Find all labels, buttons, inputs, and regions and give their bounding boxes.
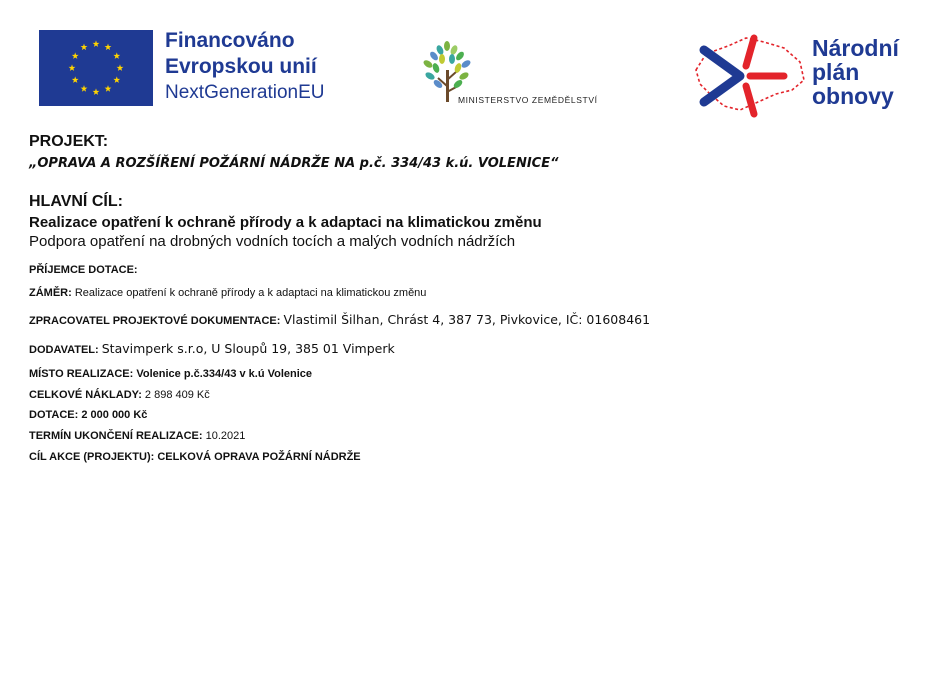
eu-star-icon bbox=[72, 76, 79, 83]
supplier-row bbox=[29, 341, 395, 356]
subsidy-label: DOTACE: bbox=[29, 409, 79, 421]
eu-star-icon bbox=[81, 44, 88, 51]
npo-line-1: Národní bbox=[812, 35, 899, 61]
project-name: „OPRAVA A ROZŠÍŘENÍ POŽÁRNÍ NÁDRŽE NA p.č. 334/43 k.ú. VOLENICE“ bbox=[29, 156, 559, 171]
npo-line-3: obnovy bbox=[812, 83, 894, 109]
author-row bbox=[29, 312, 650, 327]
eu-funding-text bbox=[165, 28, 324, 106]
subsidy-value: 2 000 000 Kč bbox=[81, 409, 148, 421]
logo-header bbox=[0, 0, 945, 130]
place-label: MÍSTO REALIZACE: bbox=[29, 368, 134, 380]
eu-star-icon bbox=[69, 64, 76, 71]
eu-star-icon bbox=[105, 85, 112, 92]
goal-heading: HLAVNÍ CÍL: bbox=[29, 193, 123, 210]
author-label: ZPRACOVATEL PROJEKTOVÉ DOKUMENTACE: bbox=[29, 315, 281, 327]
aim-row bbox=[29, 451, 361, 463]
place-row bbox=[29, 368, 312, 380]
eu-flag-icon bbox=[39, 30, 153, 106]
intent-row bbox=[29, 287, 426, 299]
intent-value: Realizace opatření k ochraně přírody a k adaptaci na klimatickou změnu bbox=[74, 287, 427, 299]
eu-star-icon bbox=[105, 44, 112, 51]
recipient-label: PŘÍJEMCE DOTACE: bbox=[29, 264, 138, 276]
eu-star-icon bbox=[93, 88, 100, 95]
eu-line-1: Financováno bbox=[165, 29, 295, 52]
npo-line-2: plán bbox=[812, 59, 860, 85]
subsidy-row bbox=[29, 409, 147, 421]
aim-label: CÍL AKCE (PROJEKTU): bbox=[29, 451, 155, 463]
deadline-value: 10.2021 bbox=[205, 430, 246, 442]
npo-logo-icon bbox=[688, 28, 810, 120]
npo-text bbox=[812, 36, 899, 108]
goal-main: Realizace opatření k ochraně přírody a k adaptaci na klimatickou změnu bbox=[29, 214, 542, 231]
deadline-row bbox=[29, 430, 245, 442]
eu-line-2: Evropskou unií bbox=[165, 55, 317, 78]
eu-line-3: NextGenerationEU bbox=[165, 82, 325, 103]
cost-row bbox=[29, 389, 210, 401]
aim-value: CELKOVÁ OPRAVA POŽÁRNÍ NÁDRŽE bbox=[157, 451, 361, 463]
cost-value: 2 898 409 Kč bbox=[144, 389, 210, 401]
recipient-row bbox=[29, 264, 138, 276]
goal-sub: Podpora opatření na drobných vodních tocích a malých vodních nádržích bbox=[29, 233, 516, 250]
eu-star-icon bbox=[113, 76, 120, 83]
deadline-label: TERMÍN UKONČENÍ REALIZACE: bbox=[29, 430, 203, 442]
eu-star-icon bbox=[117, 64, 124, 71]
author-value: Vlastimil Šilhan, Chrást 4, 387 73, Pivkovice, IČ: 01608461 bbox=[283, 312, 651, 327]
supplier-label: DODAVATEL: bbox=[29, 344, 99, 356]
eu-star-icon bbox=[81, 85, 88, 92]
intent-label: ZÁMĚR: bbox=[29, 287, 72, 299]
eu-star-icon bbox=[72, 52, 79, 59]
ministry-name: MINISTERSTVO ZEMĚDĚLSTVÍ bbox=[458, 95, 598, 105]
eu-star-icon bbox=[113, 52, 120, 59]
cost-label: CELKOVÉ NÁKLADY: bbox=[29, 389, 142, 401]
eu-star-icon bbox=[93, 40, 100, 47]
project-heading: PROJEKT: bbox=[29, 133, 109, 150]
supplier-value: Stavimperk s.r.o, U Sloupů 19, 385 01 Vimperk bbox=[101, 341, 395, 356]
place-value: Volenice p.č.334/43 v k.ú Volenice bbox=[136, 368, 313, 380]
